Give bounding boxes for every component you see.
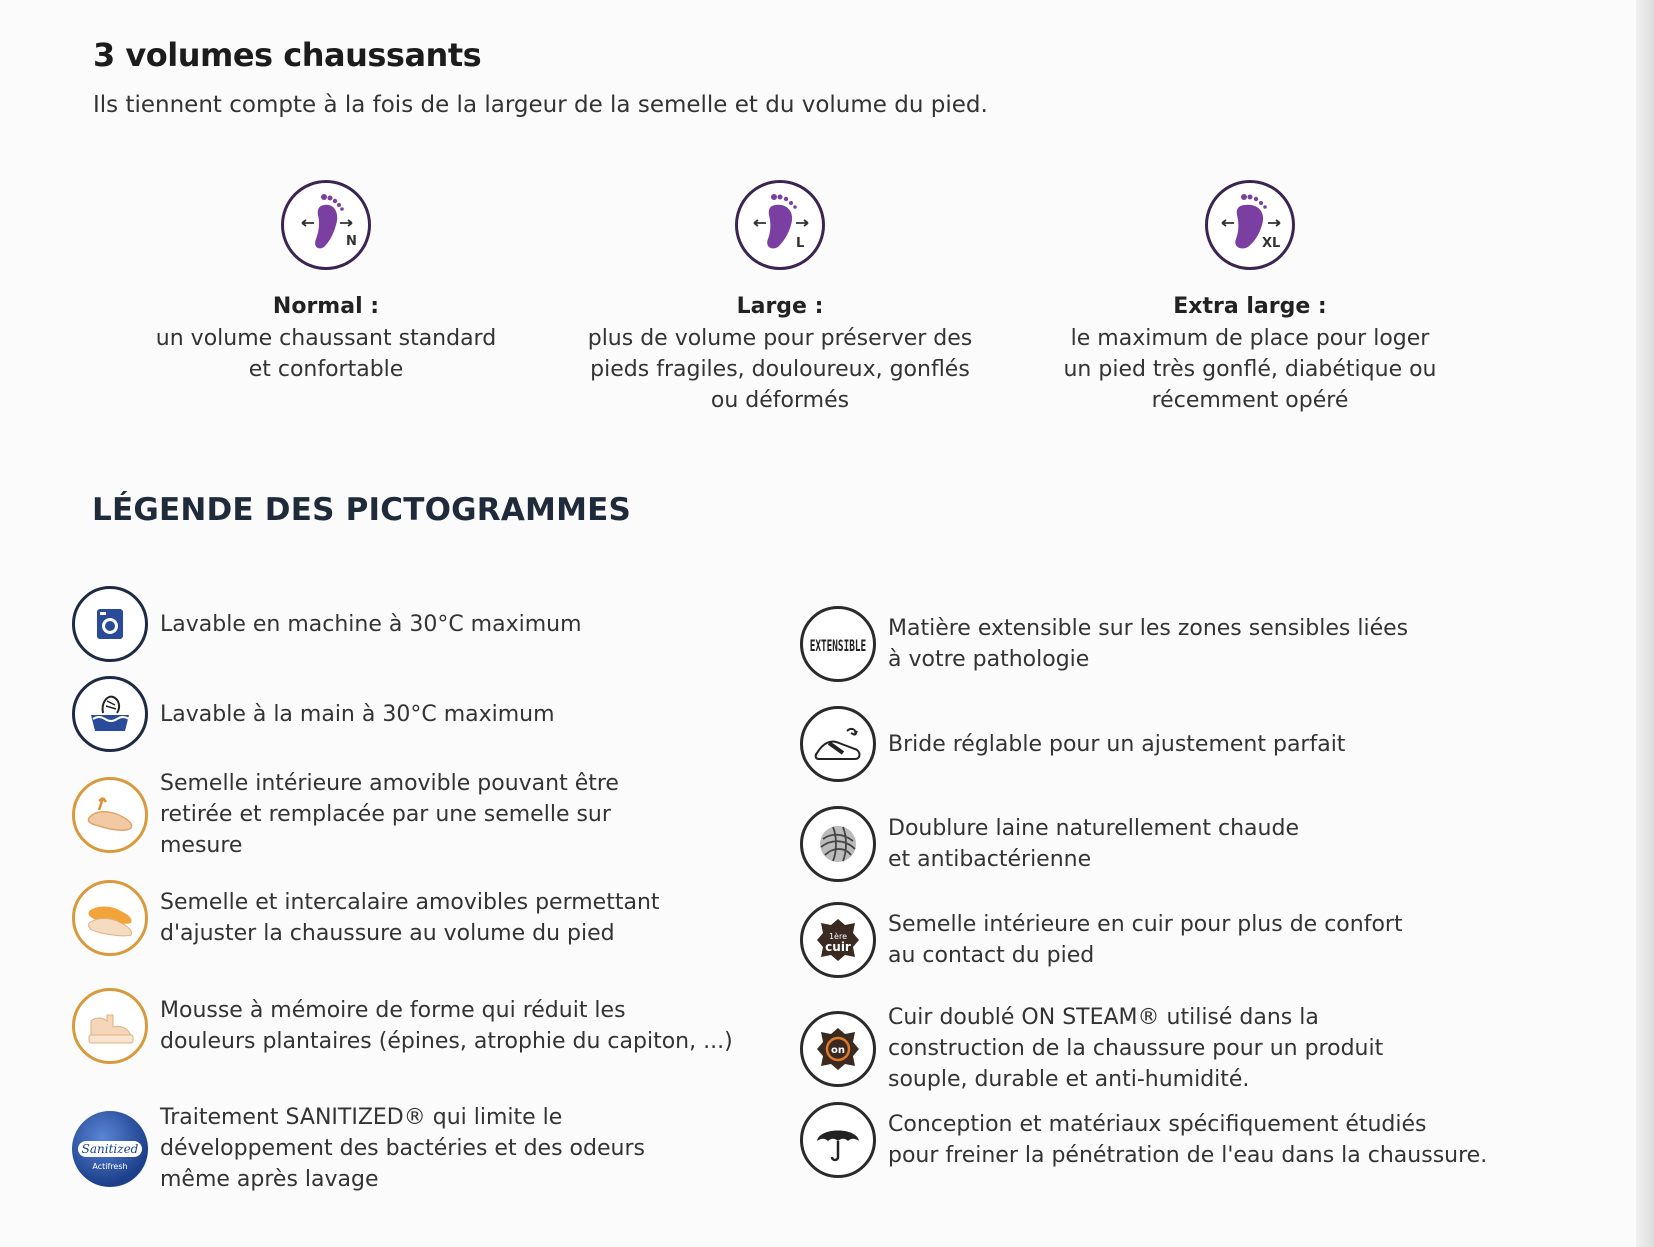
volume-normal [106, 180, 546, 385]
svg-text:Sanitized: Sanitized [81, 1141, 139, 1156]
legend-item-on-steam [800, 1002, 1383, 1095]
legend-text: Semelle et intercalaire amovibles permettant d'ajuster la chaussure au volume du pied [160, 890, 660, 946]
legend-text: Mousse à mémoire de forme qui réduit les douleurs plantaires (épines, atrophie du capiton, ...) [160, 998, 733, 1054]
legend-item-extensible [800, 606, 1408, 682]
hand-wash-icon [72, 676, 148, 752]
foot-normal-icon [281, 180, 371, 270]
legend-item-memory-foam [72, 988, 733, 1064]
svg-text:1ère: 1ère [828, 932, 848, 941]
legend-text: Conception et matériaux spécifiquement étudiés pour freiner la pénétration de l'eau dans la chaussure. [888, 1112, 1488, 1168]
legend-item-sanitized [72, 1102, 645, 1195]
legend-item-leather-insole [800, 902, 1403, 978]
legend-item-wool-lining [800, 806, 1299, 882]
legend-text: Cuir doublé ON STEAM® utilisé dans la construction de la chaussure pour un produit souple, durable et anti-humidité. [888, 1005, 1384, 1092]
legend-text: Lavable à la main à 30°C maximum [160, 701, 555, 727]
volume-description: le maximum de place pour loger un pied très gonflé, diabétique ou récemment opéré [1063, 326, 1437, 413]
legend-item-removable-insole [72, 768, 619, 861]
volume-description: un volume chaussant standard et confortable [155, 326, 497, 382]
volume-label: Large : [736, 294, 824, 319]
adjustable-strap-icon [800, 706, 876, 782]
removable-insole-icon [72, 777, 148, 853]
leather-insole-icon [800, 902, 876, 978]
wool-lining-icon [800, 806, 876, 882]
memory-foam-icon [72, 988, 148, 1064]
legend-item-adjustable-strap [800, 706, 1345, 782]
washing-machine-icon [72, 586, 148, 662]
volume-label: Normal : [272, 294, 380, 319]
legend-text: Matière extensible sur les zones sensibles liées à votre pathologie [888, 616, 1409, 672]
legend-title: LÉGENDE DES PICTOGRAMMES [92, 492, 632, 528]
legend-item-hand-wash [72, 676, 555, 752]
insole-spacer-icon [72, 880, 148, 956]
legend-item-insole-spacer [72, 880, 660, 956]
foot-extra-large-icon [1205, 180, 1295, 270]
legend-item-umbrella [800, 1102, 1487, 1178]
page-title: 3 volumes chaussants [93, 36, 482, 74]
legend-item-washing-machine [72, 586, 582, 662]
on-steam-leather-icon [800, 1011, 876, 1087]
volume-badge-letter: N [346, 234, 357, 249]
legend-text: Traitement SANITIZED® qui limite le développement des bactéries et des odeurs même après lavage [160, 1105, 645, 1192]
foot-large-icon [735, 180, 825, 270]
svg-text:on: on [831, 1044, 845, 1056]
volume-description: plus de volume pour préserver des pieds fragiles, douloureux, gonflés ou déformés [587, 326, 973, 413]
legend-text: Semelle intérieure amovible pouvant être retirée et remplacée par une semelle sur mesure [160, 771, 619, 858]
extensible-icon [800, 606, 876, 682]
svg-text:cuir: cuir [825, 940, 851, 954]
sanitized-icon [72, 1111, 148, 1187]
volume-label: Extra large : [1173, 294, 1327, 319]
svg-text:Actifresh: Actifresh [92, 1161, 128, 1171]
legend-text: Lavable en machine à 30°C maximum [160, 611, 582, 637]
volume-badge-letter: L [796, 236, 805, 251]
svg-text:EXTENSIBLE: EXTENSIBLE [809, 637, 867, 656]
volume-extra-large [1030, 180, 1470, 416]
legend-text: Bride réglable pour un ajustement parfait [888, 731, 1346, 757]
volume-badge-letter: XL [1262, 236, 1281, 251]
umbrella-icon [800, 1102, 876, 1178]
legend-text: Semelle intérieure en cuir pour plus de confort au contact du pied [888, 912, 1403, 968]
page-subtitle: Ils tiennent compte à la fois de la largeur de la semelle et du volume du pied. [93, 92, 988, 118]
volume-large [560, 180, 1000, 416]
legend-text: Doublure laine naturellement chaude et antibactérienne [888, 816, 1299, 872]
page-edge-shadow [1636, 0, 1654, 1247]
